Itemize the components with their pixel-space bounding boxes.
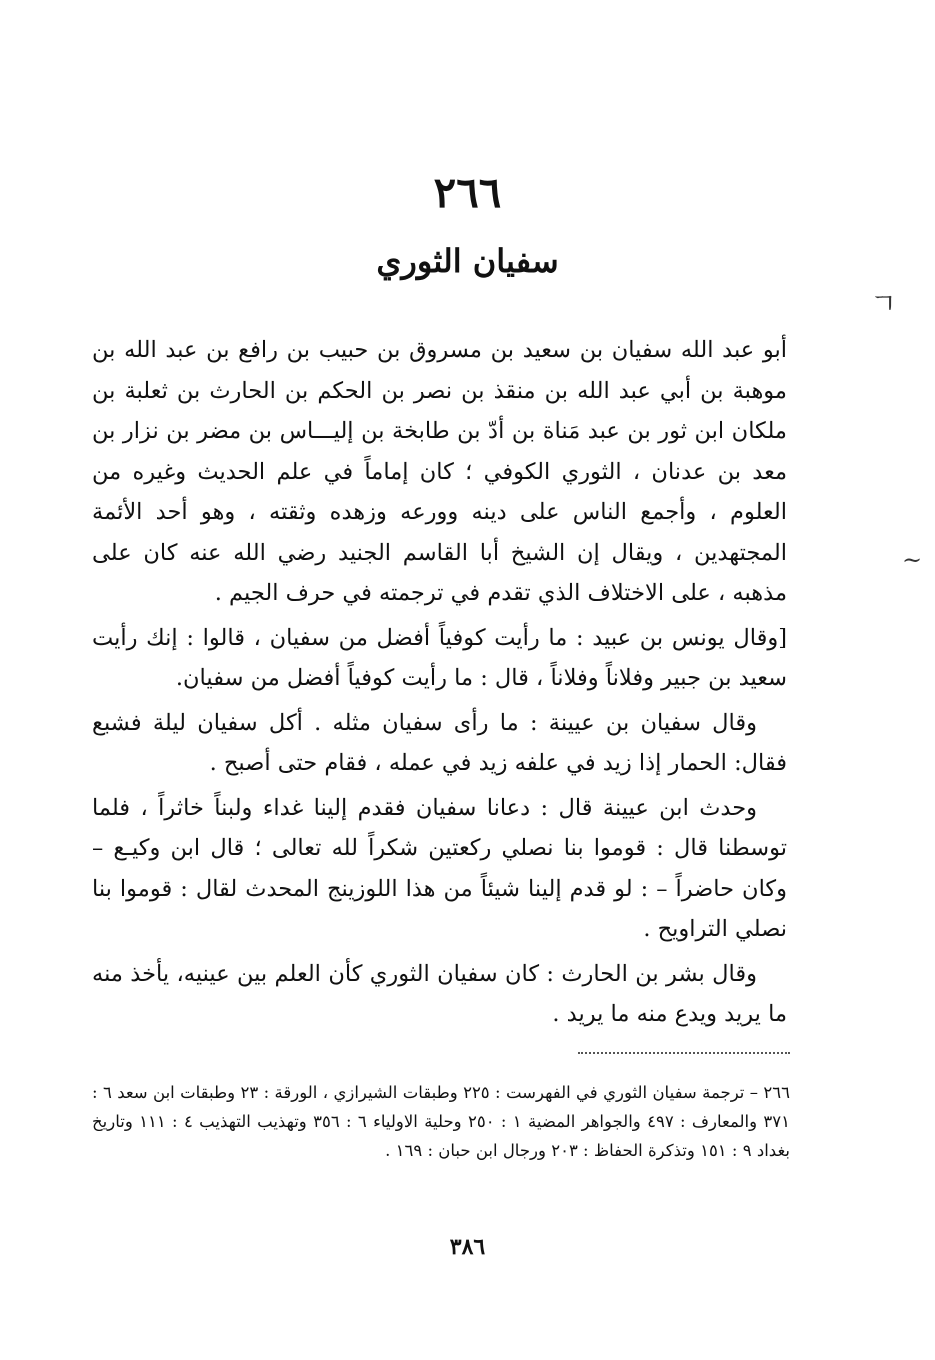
page-number: ٣٨٦ [449, 1234, 486, 1260]
paragraph-bishr: وقال بشر بن الحارث : كان سفيان الثوري كأن العلم بين عينيه، يأخذ منه ما يريد ويدع منه ما يريد . [92, 960, 787, 1027]
entry-title: سفيان الثوري [376, 242, 559, 280]
biography-body [92, 330, 787, 1039]
footnote-separator [578, 1052, 790, 1054]
paragraph-ibn-uyaynah: وقال سفيان بن عيينة : ما رأى سفيان مثله . أكل سفيان ليلة فشبع فقال: الحمار إذا زيد في علفه زيد في عمله ، فقام حتى أصبح . [92, 709, 787, 776]
paragraph-lineage: أبو عبد الله سفيان بن سعيد بن مسروق بن حبيب بن رافع بن عبد الله بن موهبة بن أبي عبد الله بن منقذ بن نصر بن الحكم بن الحارث بن ثعلبة بن ملكان ابن ثور بن عبد مَناة بن أدّ بن طابخة بن إليـــاس بن مضر بن نزار بن معد بن عدنان ، الثوري الكوفي ؛ كان إماماً في علم الحديث وغيره من العلوم ، وأجمع الناس على دينه وورعه وزهده وثقته ، وهو أحد الأئمة المجتهدين ، ويقال إن الشيخ أبا القاسم الجنيد رضي الله عنه كان على مذهبه ، على الاختلاف الذي تقدم في ترجمته في حرف الجيم . [92, 337, 787, 606]
footnote-text: ٢٦٦ – ترجمة سفيان الثوري في الفهرست : ٢٢٥ وطبقات الشيرازي ، الورقة : ٢٣ وطبقات ابن سعد ٦ : ٣٧١ والمعارف : ٤٩٧ والجواهر المضية ١ : ٢٥٠ وحلية الاولياء ٦ : ٣٥٦ وتهذيب التهذيب ٤ : ١١١ وتاريخ بغداد ٩ : ١٥١ وتذكرة الحفاظ : ٢٠٣ ورجال ابن حبان : ١٦٩ . [92, 1083, 790, 1160]
paragraph-yunus: [وقال يونس بن عبيد : ما رأيت كوفياً أفضل من سفيان ، قالوا : إنك رأيت سعيد بن جبير وفلاناً وفلاناً ، قال : ما رأيت كوفياً أفضل من سفيان. [92, 624, 787, 691]
footnote [92, 1078, 790, 1165]
entry-number: ٢٦٦ [433, 168, 502, 217]
margin-handwritten-mark: ~ [902, 546, 923, 574]
paragraph-anecdote: وحدث ابن عيينة قال : دعانا سفيان فقدم إلينا غداء ولبناً خاثراً ، فلما توسطنا قال : قوموا بنا نصلي ركعتين شكراً لله تعالى ؛ قال ابن وكيـع – وكان حاضراً – : لو قدم إلينا شيئاً من هذا اللوزينج المحدث لقال : قوموا بنا نصلي التراويح . [92, 794, 787, 942]
margin-handwritten-mark: ㄱ [870, 287, 898, 320]
